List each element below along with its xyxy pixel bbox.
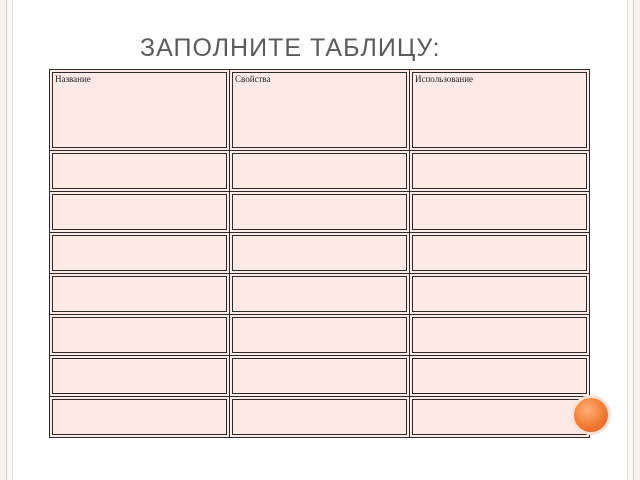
cell-value[interactable] bbox=[412, 358, 587, 394]
table-row bbox=[50, 192, 590, 233]
cell-value[interactable] bbox=[412, 399, 587, 435]
header-properties-label: Свойства bbox=[232, 72, 407, 148]
left-frame-line bbox=[6, 0, 7, 480]
table-cell[interactable] bbox=[230, 233, 410, 274]
header-cell-name bbox=[50, 70, 230, 151]
cell-value[interactable] bbox=[52, 194, 227, 230]
right-frame-line bbox=[633, 0, 634, 480]
cell-value[interactable] bbox=[412, 153, 587, 189]
table-cell[interactable] bbox=[410, 233, 590, 274]
table-cell[interactable] bbox=[50, 397, 230, 438]
table-cell[interactable] bbox=[230, 274, 410, 315]
cell-value[interactable] bbox=[232, 317, 407, 353]
cell-value[interactable] bbox=[232, 358, 407, 394]
table-cell[interactable] bbox=[410, 151, 590, 192]
table-cell[interactable] bbox=[50, 192, 230, 233]
cell-value[interactable] bbox=[232, 153, 407, 189]
cell-value[interactable] bbox=[52, 153, 227, 189]
table-cell[interactable] bbox=[410, 356, 590, 397]
table-cell[interactable] bbox=[230, 151, 410, 192]
header-name-label: Название bbox=[52, 72, 227, 148]
table-row bbox=[50, 356, 590, 397]
table-cell[interactable] bbox=[410, 192, 590, 233]
right-frame-inner-line bbox=[627, 0, 628, 480]
cell-value[interactable] bbox=[412, 194, 587, 230]
header-cell-usage bbox=[410, 70, 590, 151]
table-row bbox=[50, 233, 590, 274]
cell-value[interactable] bbox=[52, 317, 227, 353]
table-cell[interactable] bbox=[410, 397, 590, 438]
cell-value[interactable] bbox=[412, 235, 587, 271]
cell-value[interactable] bbox=[412, 276, 587, 312]
header-cell-properties bbox=[230, 70, 410, 151]
right-frame-band bbox=[634, 0, 640, 480]
table-cell[interactable] bbox=[230, 192, 410, 233]
table-cell[interactable] bbox=[230, 356, 410, 397]
table-row bbox=[50, 151, 590, 192]
cell-value[interactable] bbox=[232, 399, 407, 435]
cell-value[interactable] bbox=[52, 235, 227, 271]
table-row bbox=[50, 315, 590, 356]
fill-in-table bbox=[49, 69, 590, 438]
cell-value[interactable] bbox=[52, 399, 227, 435]
cell-value[interactable] bbox=[52, 358, 227, 394]
table-cell[interactable] bbox=[410, 315, 590, 356]
table-header-row bbox=[50, 70, 590, 151]
slide-title: ЗАПОЛНИТЕ ТАБЛИЦУ: bbox=[140, 34, 441, 62]
table-cell[interactable] bbox=[50, 151, 230, 192]
table-cell[interactable] bbox=[230, 397, 410, 438]
table-cell[interactable] bbox=[50, 356, 230, 397]
cell-value[interactable] bbox=[232, 235, 407, 271]
table-cell[interactable] bbox=[410, 274, 590, 315]
table-row bbox=[50, 397, 590, 438]
table-cell[interactable] bbox=[50, 233, 230, 274]
left-frame-inner-line bbox=[12, 0, 13, 480]
cell-value[interactable] bbox=[412, 317, 587, 353]
table-cell[interactable] bbox=[50, 315, 230, 356]
cell-value[interactable] bbox=[232, 194, 407, 230]
orange-circle-icon bbox=[574, 398, 608, 432]
cell-value[interactable] bbox=[232, 276, 407, 312]
table-row bbox=[50, 274, 590, 315]
header-usage-label: Использование bbox=[412, 72, 587, 148]
table-cell[interactable] bbox=[50, 274, 230, 315]
cell-value[interactable] bbox=[52, 276, 227, 312]
table-cell[interactable] bbox=[230, 315, 410, 356]
